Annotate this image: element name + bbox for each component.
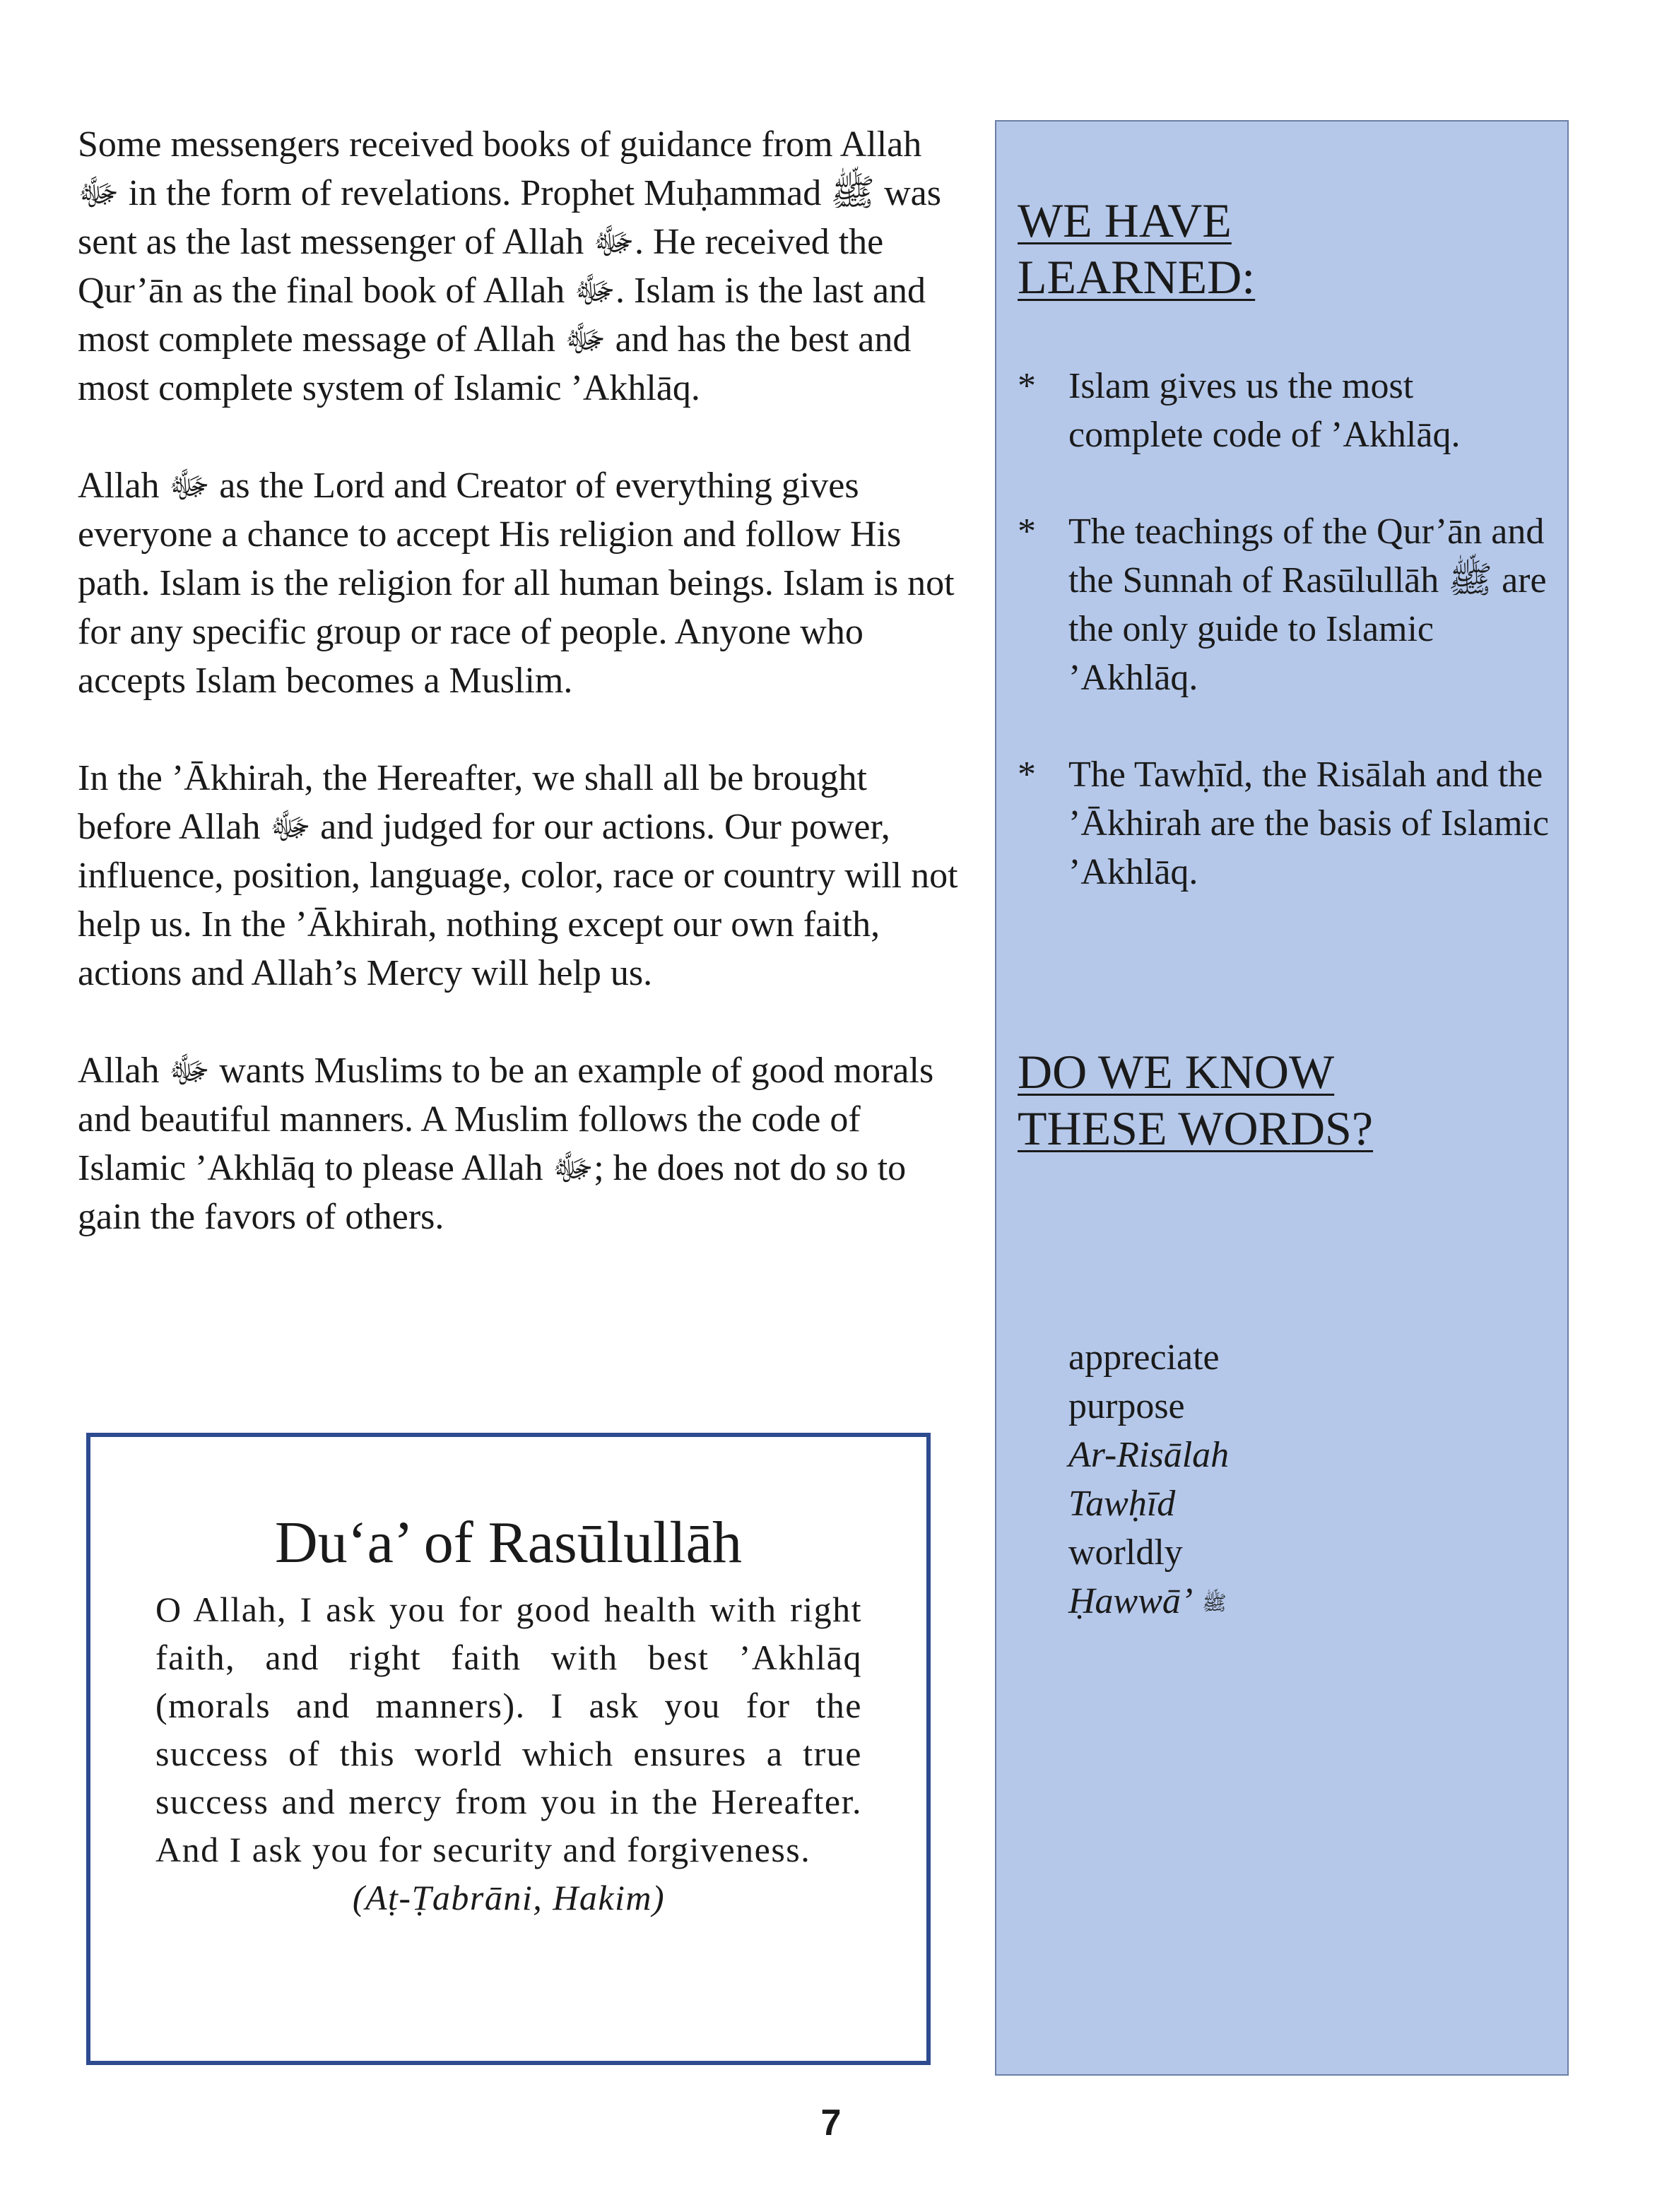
words-heading-line1: DO WE KNOW	[1018, 1045, 1335, 1099]
dua-body	[155, 1585, 862, 1922]
vocabulary-list	[1068, 1333, 1229, 1628]
learned-heading-line2: LEARNED:	[1018, 250, 1256, 304]
vocab-word	[1068, 1431, 1229, 1479]
learned-item	[1018, 362, 1555, 459]
honorific-icon: ﷺ	[1202, 1590, 1227, 1615]
page-number: 7	[820, 2102, 842, 2143]
vocab-word	[1068, 1577, 1229, 1628]
words-heading-line2: THESE WORDS?	[1018, 1101, 1374, 1155]
words-heading	[1018, 1043, 1373, 1157]
main-column	[78, 120, 961, 1290]
dua-source: (Aṭ-Ṭabrāni, Hakim)	[352, 1878, 666, 1917]
bullet-star: *	[1018, 511, 1036, 552]
paragraph-3: In the ’Ākhirah, the Hereafter, we shall all be brought before Allah ﷻ and judged for our actions. Our power, influence, position, language, color, race or country will not help us. In the ’Ākhirah, nothing except our own faith, actions and Allah’s Mercy will help us.	[78, 758, 958, 993]
paragraph-2: Allah ﷻ as the Lord and Creator of everything gives everyone a chance to accept His religion and follow His path. Islam is the religion for all human beings. Islam is not for any specific group or race of people. Anyone who accepts Islam becomes a Muslim.	[78, 466, 955, 701]
learned-heading-line1: WE HAVE	[1018, 194, 1232, 247]
paragraph-1: Some messengers received books of guidance from Allah ﷻ in the form of revelations. Prophet Muḥammad ﷺ was sent as the last messenger of Allah ﷻ. He received the Qur’ān as the final book of Allah ﷻ. Islam is the last and most complete message of Allah ﷻ and has the best and most complete system of Islamic ’Akhlāq.	[78, 124, 941, 408]
learned-item-text: Islam gives us the most complete code of ’Akhlāq.	[1068, 366, 1461, 455]
learned-item-text: The Tawḥīd, the Risālah and the ’Ākhirah are the basis of Islamic ’Akhlāq.	[1068, 755, 1550, 892]
paragraph-4: Allah ﷻ wants Muslims to be an example of good morals and beautiful manners. A Muslim follows the code of Islamic ’Akhlāq to please Allah ﷻ; he does not do so to gain the favors of others.	[78, 1051, 934, 1237]
vocab-word: appreciate	[1068, 1337, 1220, 1378]
dua-box	[86, 1433, 931, 2065]
learned-heading	[1018, 192, 1255, 305]
vocab-word: purpose	[1068, 1386, 1185, 1426]
vocab-word	[1068, 1479, 1229, 1528]
summary-panel	[995, 120, 1569, 2076]
vocab-word: worldly	[1068, 1532, 1183, 1573]
learned-item	[1018, 507, 1555, 702]
bullet-star: *	[1018, 366, 1036, 406]
vocab-word-text: Tawḥīd	[1068, 1484, 1176, 1524]
dua-title: Du‘a’ of Rasūlullāh	[275, 1510, 742, 1575]
dua-text: O Allah, I ask you for good health with right faith, and right faith with best ’Akhlāq (morals and manners). I ask you for the success of this world which ensures a true success and mercy from you in the Hereafter. And I ask you for security and forgiveness.	[155, 1590, 862, 1869]
vocab-word-text: Ar-Risālah	[1068, 1435, 1230, 1475]
vocab-word-text: Ḥawwā’	[1068, 1581, 1194, 1621]
learned-list	[1018, 362, 1555, 945]
learned-item-text: The teachings of the Qur’ān and the Sunnah of Rasūlullāh ﷺ are the only guide to Islamic ’Akhlāq.	[1068, 511, 1547, 698]
bullet-star: *	[1018, 755, 1036, 795]
learned-item	[1018, 750, 1555, 897]
